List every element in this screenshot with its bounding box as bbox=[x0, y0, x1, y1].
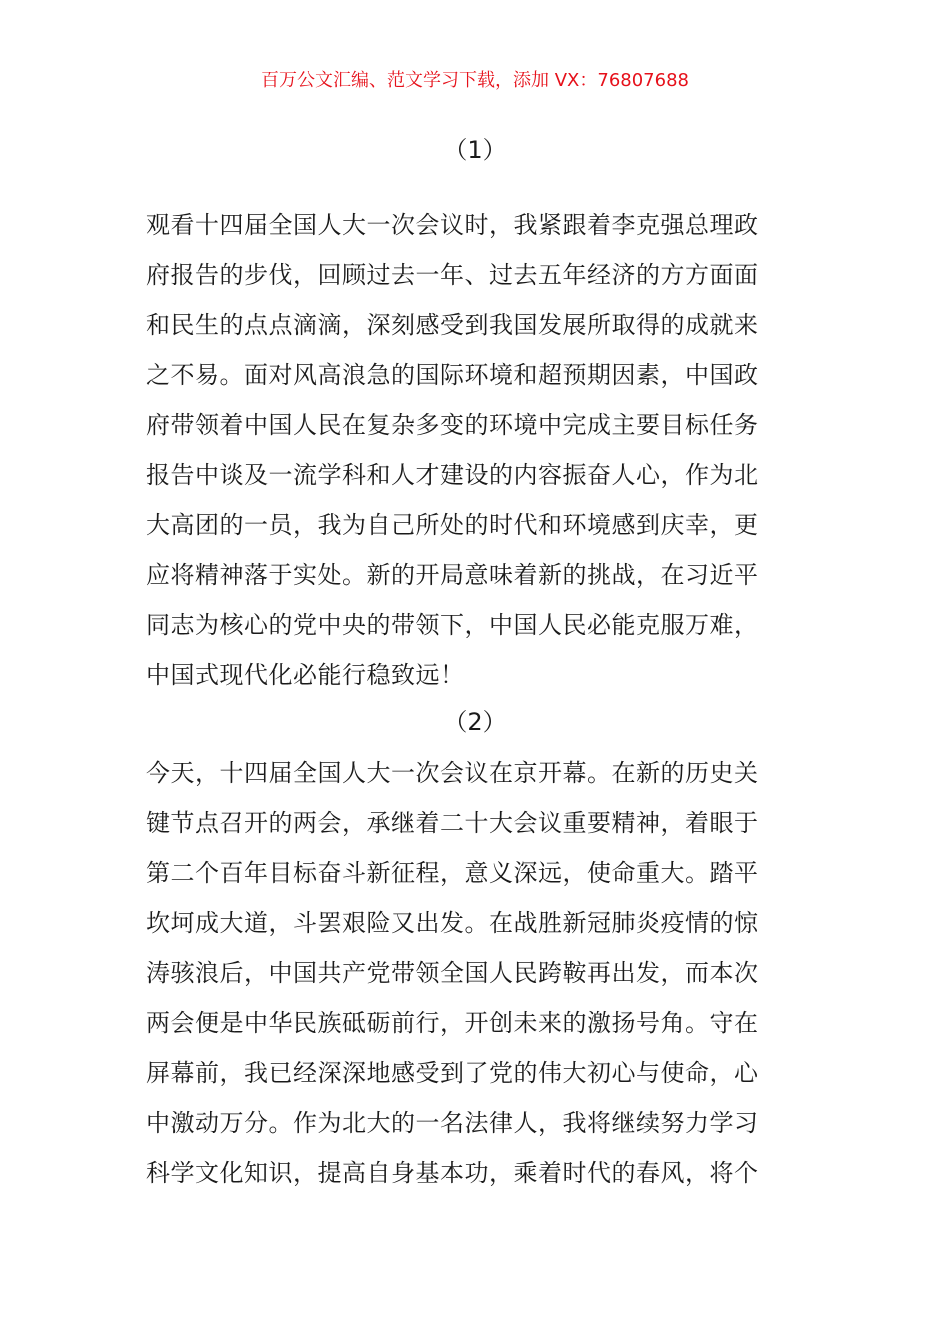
paragraph-line: 中激动万分。作为北大的一名法律人，我将继续努力学习 bbox=[146, 1109, 759, 1137]
paragraph-line: 府带领着中国人民在复杂多变的环境中完成主要目标任务 bbox=[146, 411, 759, 439]
section-1-paragraph bbox=[146, 200, 816, 700]
paragraph-line: 科学文化知识，提高自身基本功，乘着时代的春风，将个 bbox=[146, 1159, 759, 1187]
paragraph-line: 键节点召开的两会，承继着二十大会议重要精神，着眼于 bbox=[146, 809, 759, 837]
paragraph-line: 坎坷成大道，斗罢艰险又出发。在战胜新冠肺炎疫情的惊 bbox=[146, 909, 759, 937]
paragraph-line: 同志为核心的党中央的带领下，中国人民必能克服万难， bbox=[146, 611, 759, 639]
paragraph-line: 报告中谈及一流学科和人才建设的内容振奋人心，作为北 bbox=[146, 461, 759, 489]
paragraph-line: 今天，十四届全国人大一次会议在京开幕。在新的历史关 bbox=[146, 759, 759, 787]
paragraph-line: 大高团的一员，我为自己所处的时代和环境感到庆幸，更 bbox=[146, 511, 759, 539]
section-2-label: （2） bbox=[443, 708, 507, 736]
paragraph-line: 之不易。面对风高浪急的国际环境和超预期因素，中国政 bbox=[146, 361, 759, 389]
section-2-paragraph bbox=[146, 748, 816, 1198]
section-1-label: （1） bbox=[443, 136, 507, 164]
paragraph-line: 应将精神落于实处。新的开局意味着新的挑战，在习近平 bbox=[146, 561, 759, 589]
paragraph-line: 屏幕前，我已经深深地感受到了党的伟大初心与使命，心 bbox=[146, 1059, 759, 1087]
paragraph-line: 府报告的步伐，回顾过去一年、过去五年经济的方方面面 bbox=[146, 261, 759, 289]
paragraph-line: 和民生的点点滴滴，深刻感受到我国发展所取得的成就来 bbox=[146, 311, 759, 339]
header-watermark: 百万公文汇编、范文学习下载，添加 VX：76807688 bbox=[261, 70, 689, 91]
paragraph-line: 观看十四届全国人大一次会议时，我紧跟着李克强总理政 bbox=[146, 211, 759, 239]
paragraph-line: 第二个百年目标奋斗新征程，意义深远，使命重大。踏平 bbox=[146, 859, 759, 887]
paragraph-line: 涛骇浪后，中国共产党带领全国人民跨鞍再出发，而本次 bbox=[146, 959, 759, 987]
paragraph-line: 中国式现代化必能行稳致远！ bbox=[146, 661, 465, 689]
paragraph-line: 两会便是中华民族砥砺前行，开创未来的激扬号角。守在 bbox=[146, 1009, 759, 1037]
